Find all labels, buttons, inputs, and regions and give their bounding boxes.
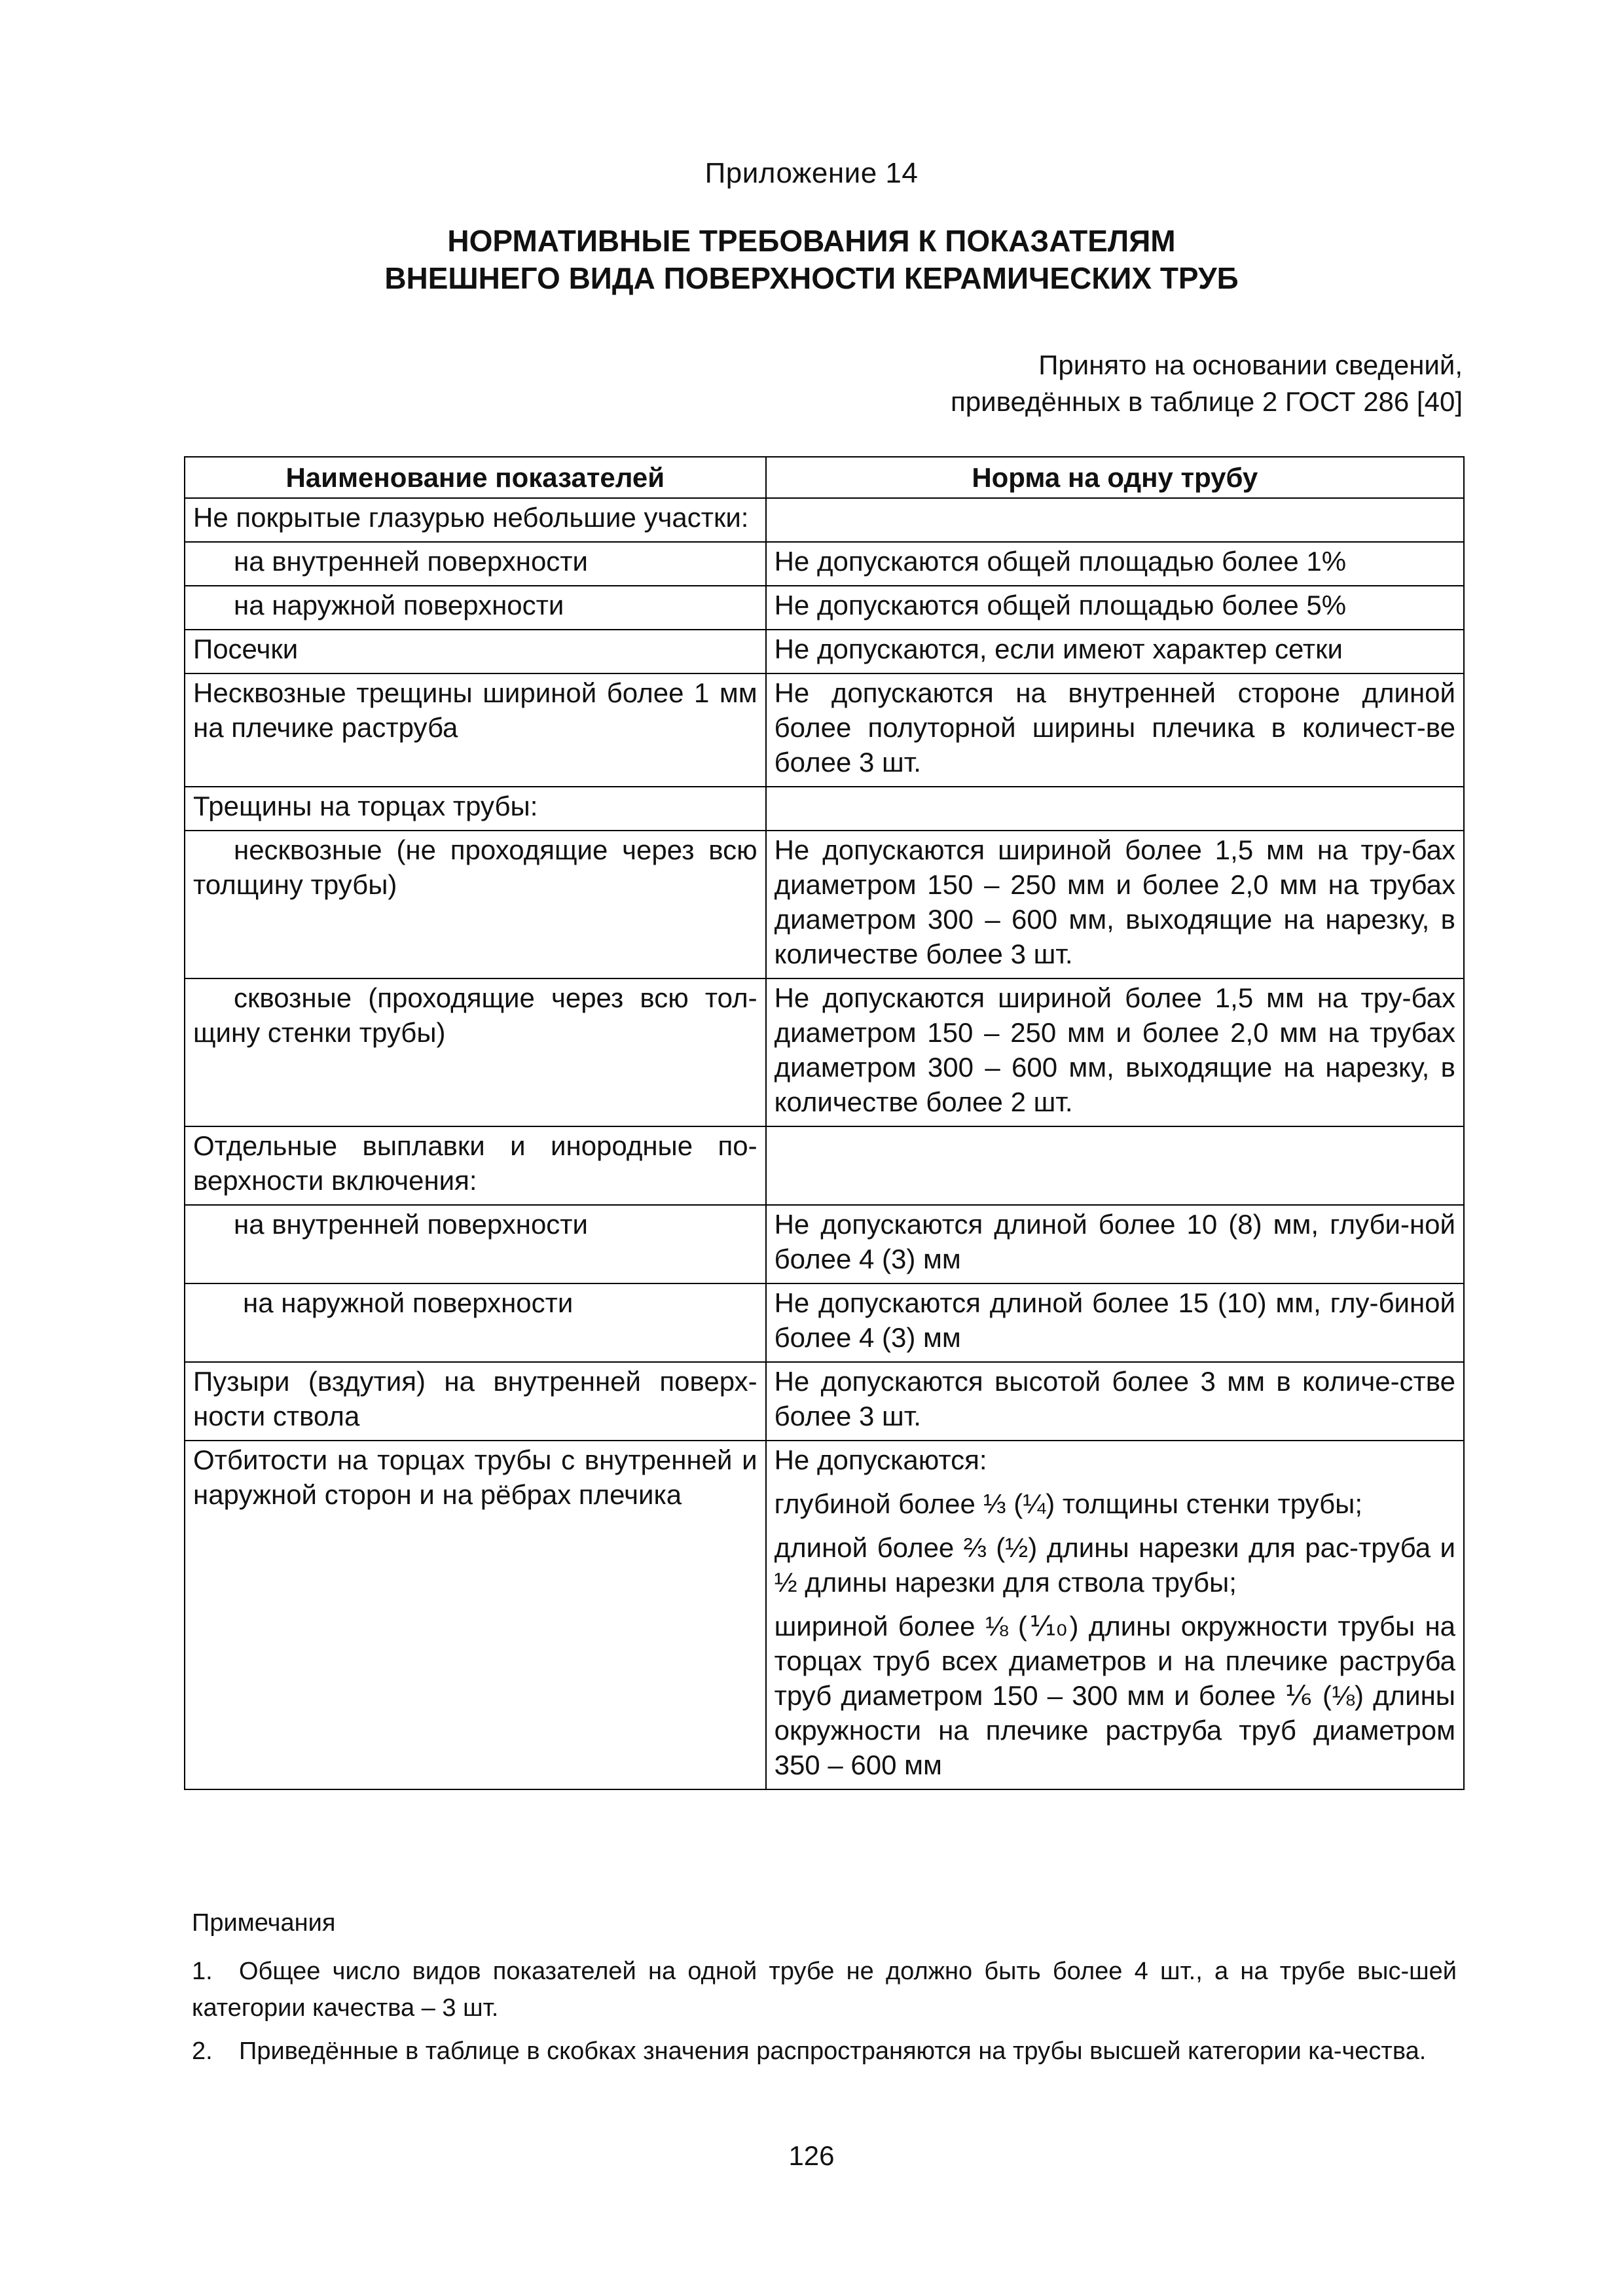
note-text: Общее число видов показателей на одной трубе не должно быть более 4 шт., а на трубе выс-шей категории качества – 3 шт.	[192, 1958, 1457, 2022]
note-number: 1.	[192, 1958, 213, 1985]
requirements-table	[184, 456, 1465, 1790]
norm-paragraph: Не допускаются:	[774, 1444, 987, 1475]
norm-cell: Не допускаются на внутренней стороне длиной более полуторной ширины плечика в количест-ве более 3 шт.	[766, 673, 1464, 787]
table-row	[185, 586, 1464, 630]
norm-cell: Не допускаются длиной более 10 (8) мм, глуби-ной более 4 (3) мм	[766, 1205, 1464, 1283]
table-row	[185, 1205, 1464, 1283]
table-row	[185, 978, 1464, 1126]
note-item	[192, 1953, 1457, 2026]
indicator-cell: Несквозные трещины шириной более 1 мм на плечике раструба	[185, 673, 766, 787]
norm-paragraph: длиной более ⅔ (½) длины нарезки для рас-труба и ½ длины нарезки для ствола трубы;	[774, 1532, 1455, 1598]
indicator-cell: Отдельные выплавки и инородные по-верхности включения:	[185, 1126, 766, 1205]
indicator-cell: Пузыри (вздутия) на внутренней поверх-ности ствола	[185, 1362, 766, 1441]
table-row	[185, 1126, 1464, 1205]
indicator-cell: на внутренней поверхности	[185, 542, 766, 586]
indicator-cell: на внутренней поверхности	[185, 1205, 766, 1283]
table-row	[185, 498, 1464, 542]
indicator-cell: Отбитости на торцах трубы с внутренней и наружной сторон и на рёбрах плечика	[185, 1441, 766, 1789]
page-number: 126	[788, 2140, 835, 2171]
norm-cell	[766, 1441, 1464, 1789]
table-header-row	[185, 457, 1464, 498]
norm-cell	[766, 498, 1464, 542]
norm-cell: Не допускаются общей площадью более 5%	[766, 586, 1464, 630]
indicator-cell: несквозные (не проходящие через всю толщину трубы)	[185, 831, 766, 978]
notes-heading: Примечания	[192, 1909, 336, 1937]
norm-cell: Не допускаются шириной более 1,5 мм на тру-бах диаметром 150 – 250 мм и более 2,0 мм на трубах диаметром 300 – 600 мм, выходящие на нарезку, в количестве более 2 шт.	[766, 978, 1464, 1126]
table-row	[185, 542, 1464, 586]
table-row	[185, 787, 1464, 831]
norm-cell: Не допускаются общей площадью более 1%	[766, 542, 1464, 586]
norm-cell: Не допускаются длиной более 15 (10) мм, глу-биной более 4 (3) мм	[766, 1283, 1464, 1362]
indicator-cell: Посечки	[185, 630, 766, 673]
table-row	[185, 1441, 1464, 1789]
norm-cell	[766, 1126, 1464, 1205]
indicator-cell: сквозные (проходящие через всю тол-щину стенки трубы)	[185, 978, 766, 1126]
note-number: 2.	[192, 2037, 213, 2065]
header-norm: Норма на одну трубу	[766, 457, 1464, 498]
note-item	[192, 2033, 1457, 2070]
title-line-1: НОРМАТИВНЫЕ ТРЕБОВАНИЯ К ПОКАЗАТЕЛЯМ	[447, 224, 1176, 258]
norm-cell	[766, 787, 1464, 831]
norm-paragraph: глубиной более ⅓ (¼) толщины стенки трубы;	[774, 1488, 1363, 1519]
indicator-cell: Трещины на торцах трубы:	[185, 787, 766, 831]
table-row	[185, 1362, 1464, 1441]
norm-cell: Не допускаются шириной более 1,5 мм на тру-бах диаметром 150 – 250 мм и более 2,0 мм на трубах диаметром 300 – 600 мм, выходящие на нарезку, в количестве более 3 шт.	[766, 831, 1464, 978]
norm-cell: Не допускаются высотой более 3 мм в количе-стве более 3 шт.	[766, 1362, 1464, 1441]
notes-section	[192, 1905, 1457, 2076]
header-indicator-name: Наименование показателей	[185, 457, 766, 498]
indicator-cell: на наружной поверхности	[185, 1283, 766, 1362]
table-row	[185, 630, 1464, 673]
source-line-1: Принято на основании сведений,	[1038, 350, 1463, 380]
source-reference	[951, 347, 1463, 420]
source-line-2: приведённых в таблице 2 ГОСТ 286 [40]	[951, 386, 1463, 417]
indicator-cell: на наружной поверхности	[185, 586, 766, 630]
indicator-cell: Не покрытые глазурью небольшие участки:	[185, 498, 766, 542]
title-line-2: ВНЕШНЕГО ВИДА ПОВЕРХНОСТИ КЕРАМИЧЕСКИХ ТРУБ	[384, 261, 1239, 295]
table-row	[185, 1283, 1464, 1362]
norm-paragraph: шириной более ⅛ (⅒) длины окружности трубы на торцах труб всех диаметров и на плечике раструба труб диаметром 150 – 300 мм и более ⅙ (⅛) длины окружности на плечике раструба труб диаметром 350 – 600 мм	[774, 1611, 1455, 1780]
norm-cell: Не допускаются, если имеют характер сетки	[766, 630, 1464, 673]
document-title	[0, 223, 1623, 297]
appendix-label: Приложение 14	[704, 157, 919, 189]
table-row	[185, 831, 1464, 978]
note-text: Приведённые в таблице в скобках значения распространяются на трубы высшей категории ка-чества.	[239, 2037, 1427, 2065]
table-row	[185, 673, 1464, 787]
